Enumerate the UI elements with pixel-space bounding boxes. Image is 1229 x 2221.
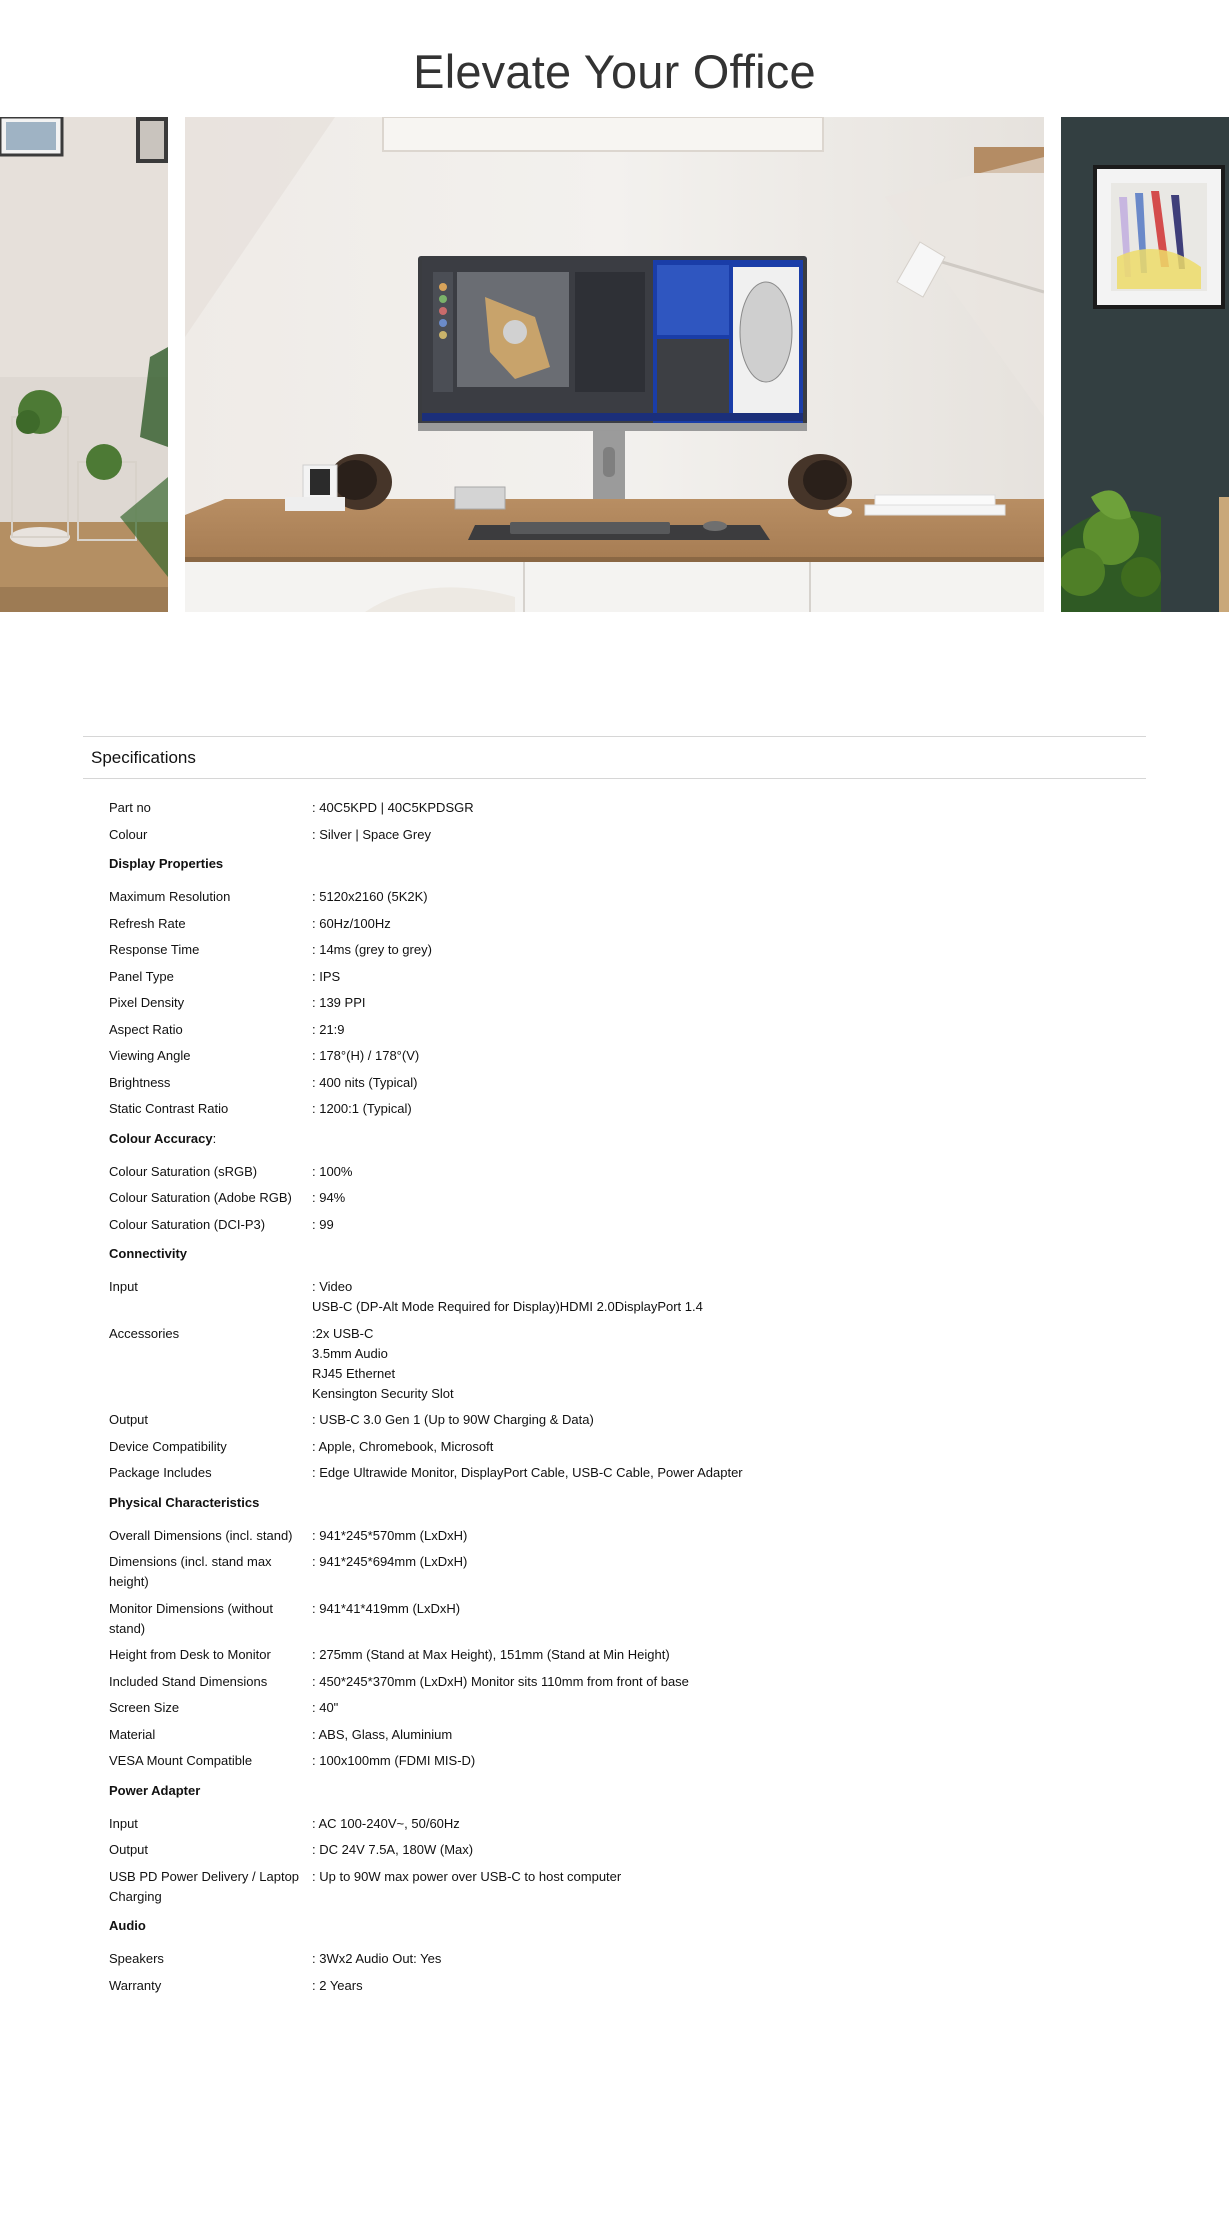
- spec-label: Static Contrast Ratio: [109, 1101, 229, 1116]
- spec-value: : 21:9: [312, 1021, 345, 1037]
- spec-label: Pixel Density: [109, 995, 185, 1010]
- spec-row: [109, 887, 1146, 914]
- spec-group-heading-text: Display Properties: [109, 856, 224, 871]
- spec-label: Warranty: [109, 1977, 162, 1993]
- spec-value: : 2 Years: [312, 1977, 363, 1993]
- spec-group-heading: [109, 1241, 1146, 1277]
- spec-label: Input: [109, 1279, 138, 1294]
- carousel-slide-office-left[interactable]: [0, 117, 168, 612]
- spec-row: [109, 1073, 1146, 1100]
- spec-label: Output: [109, 1412, 149, 1427]
- spec-value: : Up to 90W max power over USB-C to host computer: [312, 1868, 622, 1884]
- spec-row: [109, 1277, 1146, 1324]
- spec-label: Height from Desk to Monitor: [109, 1647, 271, 1662]
- spec-row: [109, 940, 1146, 967]
- spec-label: Included Stand Dimensions: [109, 1673, 268, 1689]
- spec-row: [109, 798, 1146, 825]
- spec-value: : Edge Ultrawide Monitor, DisplayPort Cable, USB-C Cable, Power Adapter: [312, 1465, 743, 1480]
- spec-row: [109, 1046, 1146, 1073]
- spec-row: [109, 1552, 1146, 1599]
- spec-row: [109, 1162, 1146, 1189]
- specifications-section: [83, 736, 1146, 2002]
- spec-row: [109, 1437, 1146, 1464]
- spec-group-heading: [109, 1490, 1146, 1526]
- spec-label: Maximum Resolution: [109, 889, 231, 904]
- spec-label: Viewing Angle: [109, 1048, 191, 1063]
- spec-group-heading-suffix: :: [212, 1130, 217, 1146]
- spec-group-heading: [109, 1778, 1146, 1814]
- carousel-slide-monitor-desk[interactable]: [185, 117, 1044, 612]
- spec-row: [109, 1976, 1146, 2003]
- spec-value: : 275mm (Stand at Max Height), 151mm (Stand at Min Height): [312, 1647, 670, 1662]
- spec-row: [109, 1020, 1146, 1047]
- spec-label: Part no: [109, 800, 151, 815]
- spec-value: : 139 PPI: [312, 995, 366, 1010]
- spec-value: : DC 24V 7.5A, 180W (Max): [312, 1842, 474, 1857]
- spec-value-line: Kensington Security Slot: [312, 1385, 454, 1401]
- office-left-image: [0, 117, 168, 612]
- spec-label: Panel Type: [109, 968, 174, 984]
- spec-value-line: USB-C (DP-Alt Mode Required for Display)HDMI 2.0DisplayPort 1.4: [312, 1299, 703, 1314]
- spec-row: [109, 1188, 1146, 1215]
- spec-row: [109, 993, 1146, 1020]
- spec-label: Overall Dimensions (incl. stand): [109, 1527, 293, 1543]
- spec-row: [109, 1599, 1146, 1646]
- spec-row: [109, 967, 1146, 994]
- spec-value: : Silver | Space Grey: [312, 826, 431, 842]
- spec-label: Accessories: [109, 1325, 180, 1341]
- spec-row: [109, 1751, 1146, 1778]
- spec-label: Input: [109, 1815, 138, 1831]
- spec-value-line: :2x USB-C: [312, 1325, 374, 1341]
- spec-group-heading: [109, 1913, 1146, 1949]
- spec-label: Colour Saturation (sRGB): [109, 1163, 258, 1179]
- spec-label: Device Compatibility: [109, 1438, 227, 1454]
- spec-value-line: 3.5mm Audio: [312, 1345, 388, 1361]
- spec-value: : 5120x2160 (5K2K): [312, 889, 428, 904]
- spec-row: [109, 1814, 1146, 1841]
- spec-row: [109, 1867, 1146, 1914]
- spec-group-heading-text: Colour Accuracy: [109, 1130, 213, 1146]
- spec-value: : 40": [312, 1700, 339, 1715]
- spec-row: [109, 914, 1146, 941]
- spec-value-line: : Video: [312, 1279, 353, 1294]
- spec-row: [109, 1463, 1146, 1490]
- spec-label: USB PD Power Delivery / Laptop Charging: [109, 1868, 300, 1904]
- spec-value: : 60Hz/100Hz: [312, 915, 391, 931]
- spec-row: [109, 1215, 1146, 1242]
- spec-label: Response Time: [109, 942, 200, 957]
- spec-label: Colour Saturation (Adobe RGB): [109, 1190, 292, 1205]
- spec-value: : 450*245*370mm (LxDxH) Monitor sits 110mm from front of base: [312, 1673, 689, 1689]
- specifications-title: Specifications: [91, 747, 196, 767]
- spec-label: Refresh Rate: [109, 915, 186, 931]
- spec-value: : Apple, Chromebook, Microsoft: [312, 1438, 494, 1454]
- spec-label: Monitor Dimensions (without stand): [109, 1600, 274, 1636]
- spec-row: [109, 1949, 1146, 1976]
- spec-label: Dimensions (incl. stand max height): [109, 1554, 272, 1589]
- spec-value-line: RJ45 Ethernet: [312, 1365, 396, 1381]
- specifications-tab-header[interactable]: [83, 736, 1146, 779]
- spec-group-heading-text: Physical Characteristics: [109, 1494, 260, 1510]
- spec-value: : 178°(H) / 178°(V): [312, 1048, 420, 1063]
- spec-value: : 99: [312, 1216, 334, 1232]
- spec-label: VESA Mount Compatible: [109, 1753, 253, 1768]
- spec-group-heading: [109, 851, 1146, 887]
- spec-label: Package Includes: [109, 1465, 212, 1480]
- spec-label: Material: [109, 1726, 156, 1742]
- spec-value: : 40C5KPD | 40C5KPDSGR: [312, 800, 474, 815]
- spec-row: [109, 1526, 1146, 1553]
- spec-value: : 941*245*694mm (LxDxH): [312, 1554, 468, 1569]
- spec-value: : 100x100mm (FDMI MIS-D): [312, 1753, 476, 1768]
- carousel-slide-office-right[interactable]: [1061, 117, 1229, 612]
- spec-value: [312, 1324, 1146, 1404]
- spec-value: : 941*41*419mm (LxDxH): [312, 1600, 461, 1616]
- spec-row: [109, 1672, 1146, 1699]
- spec-label: Colour Saturation (DCI-P3): [109, 1216, 266, 1232]
- spec-group-heading-text: Audio: [109, 1918, 146, 1933]
- spec-value: : ABS, Glass, Aluminium: [312, 1726, 453, 1742]
- spec-row: [109, 1725, 1146, 1752]
- spec-row: [109, 1410, 1146, 1437]
- spec-value: : IPS: [312, 968, 341, 984]
- image-carousel[interactable]: [0, 117, 1229, 612]
- spec-value: : AC 100-240V~, 50/60Hz: [312, 1815, 460, 1831]
- spec-row: [109, 1840, 1146, 1867]
- spec-label: Brightness: [109, 1074, 171, 1090]
- spec-value: : 400 nits (Typical): [312, 1074, 418, 1090]
- monitor-desk-image: [185, 117, 1044, 612]
- office-right-image: [1061, 117, 1229, 612]
- spec-label: Aspect Ratio: [109, 1021, 183, 1037]
- spec-value: : 14ms (grey to grey): [312, 942, 432, 957]
- spec-row: [109, 1324, 1146, 1411]
- spec-value: : 3Wx2 Audio Out: Yes: [312, 1951, 442, 1966]
- spec-row: [109, 1698, 1146, 1725]
- spec-value: : 94%: [312, 1190, 346, 1205]
- spec-row: [109, 1099, 1146, 1126]
- spec-row: [109, 825, 1146, 852]
- spec-value: : 941*245*570mm (LxDxH): [312, 1527, 468, 1543]
- spec-label: Screen Size: [109, 1700, 180, 1715]
- spec-label: Colour: [109, 826, 148, 842]
- specifications-table: [83, 779, 1146, 2002]
- spec-value: : 100%: [312, 1163, 353, 1179]
- spec-group-heading-text: Connectivity: [109, 1246, 188, 1261]
- hero-title: Elevate Your Office: [413, 45, 816, 98]
- spec-group-heading: [109, 1126, 1146, 1162]
- spec-row: [109, 1645, 1146, 1672]
- spec-label: Output: [109, 1842, 149, 1857]
- spec-value: [312, 1277, 1146, 1317]
- spec-group-heading-text: Power Adapter: [109, 1782, 201, 1798]
- spec-label: Speakers: [109, 1951, 164, 1966]
- spec-value: : 1200:1 (Typical): [312, 1101, 412, 1116]
- spec-value: : USB-C 3.0 Gen 1 (Up to 90W Charging & Data): [312, 1412, 594, 1427]
